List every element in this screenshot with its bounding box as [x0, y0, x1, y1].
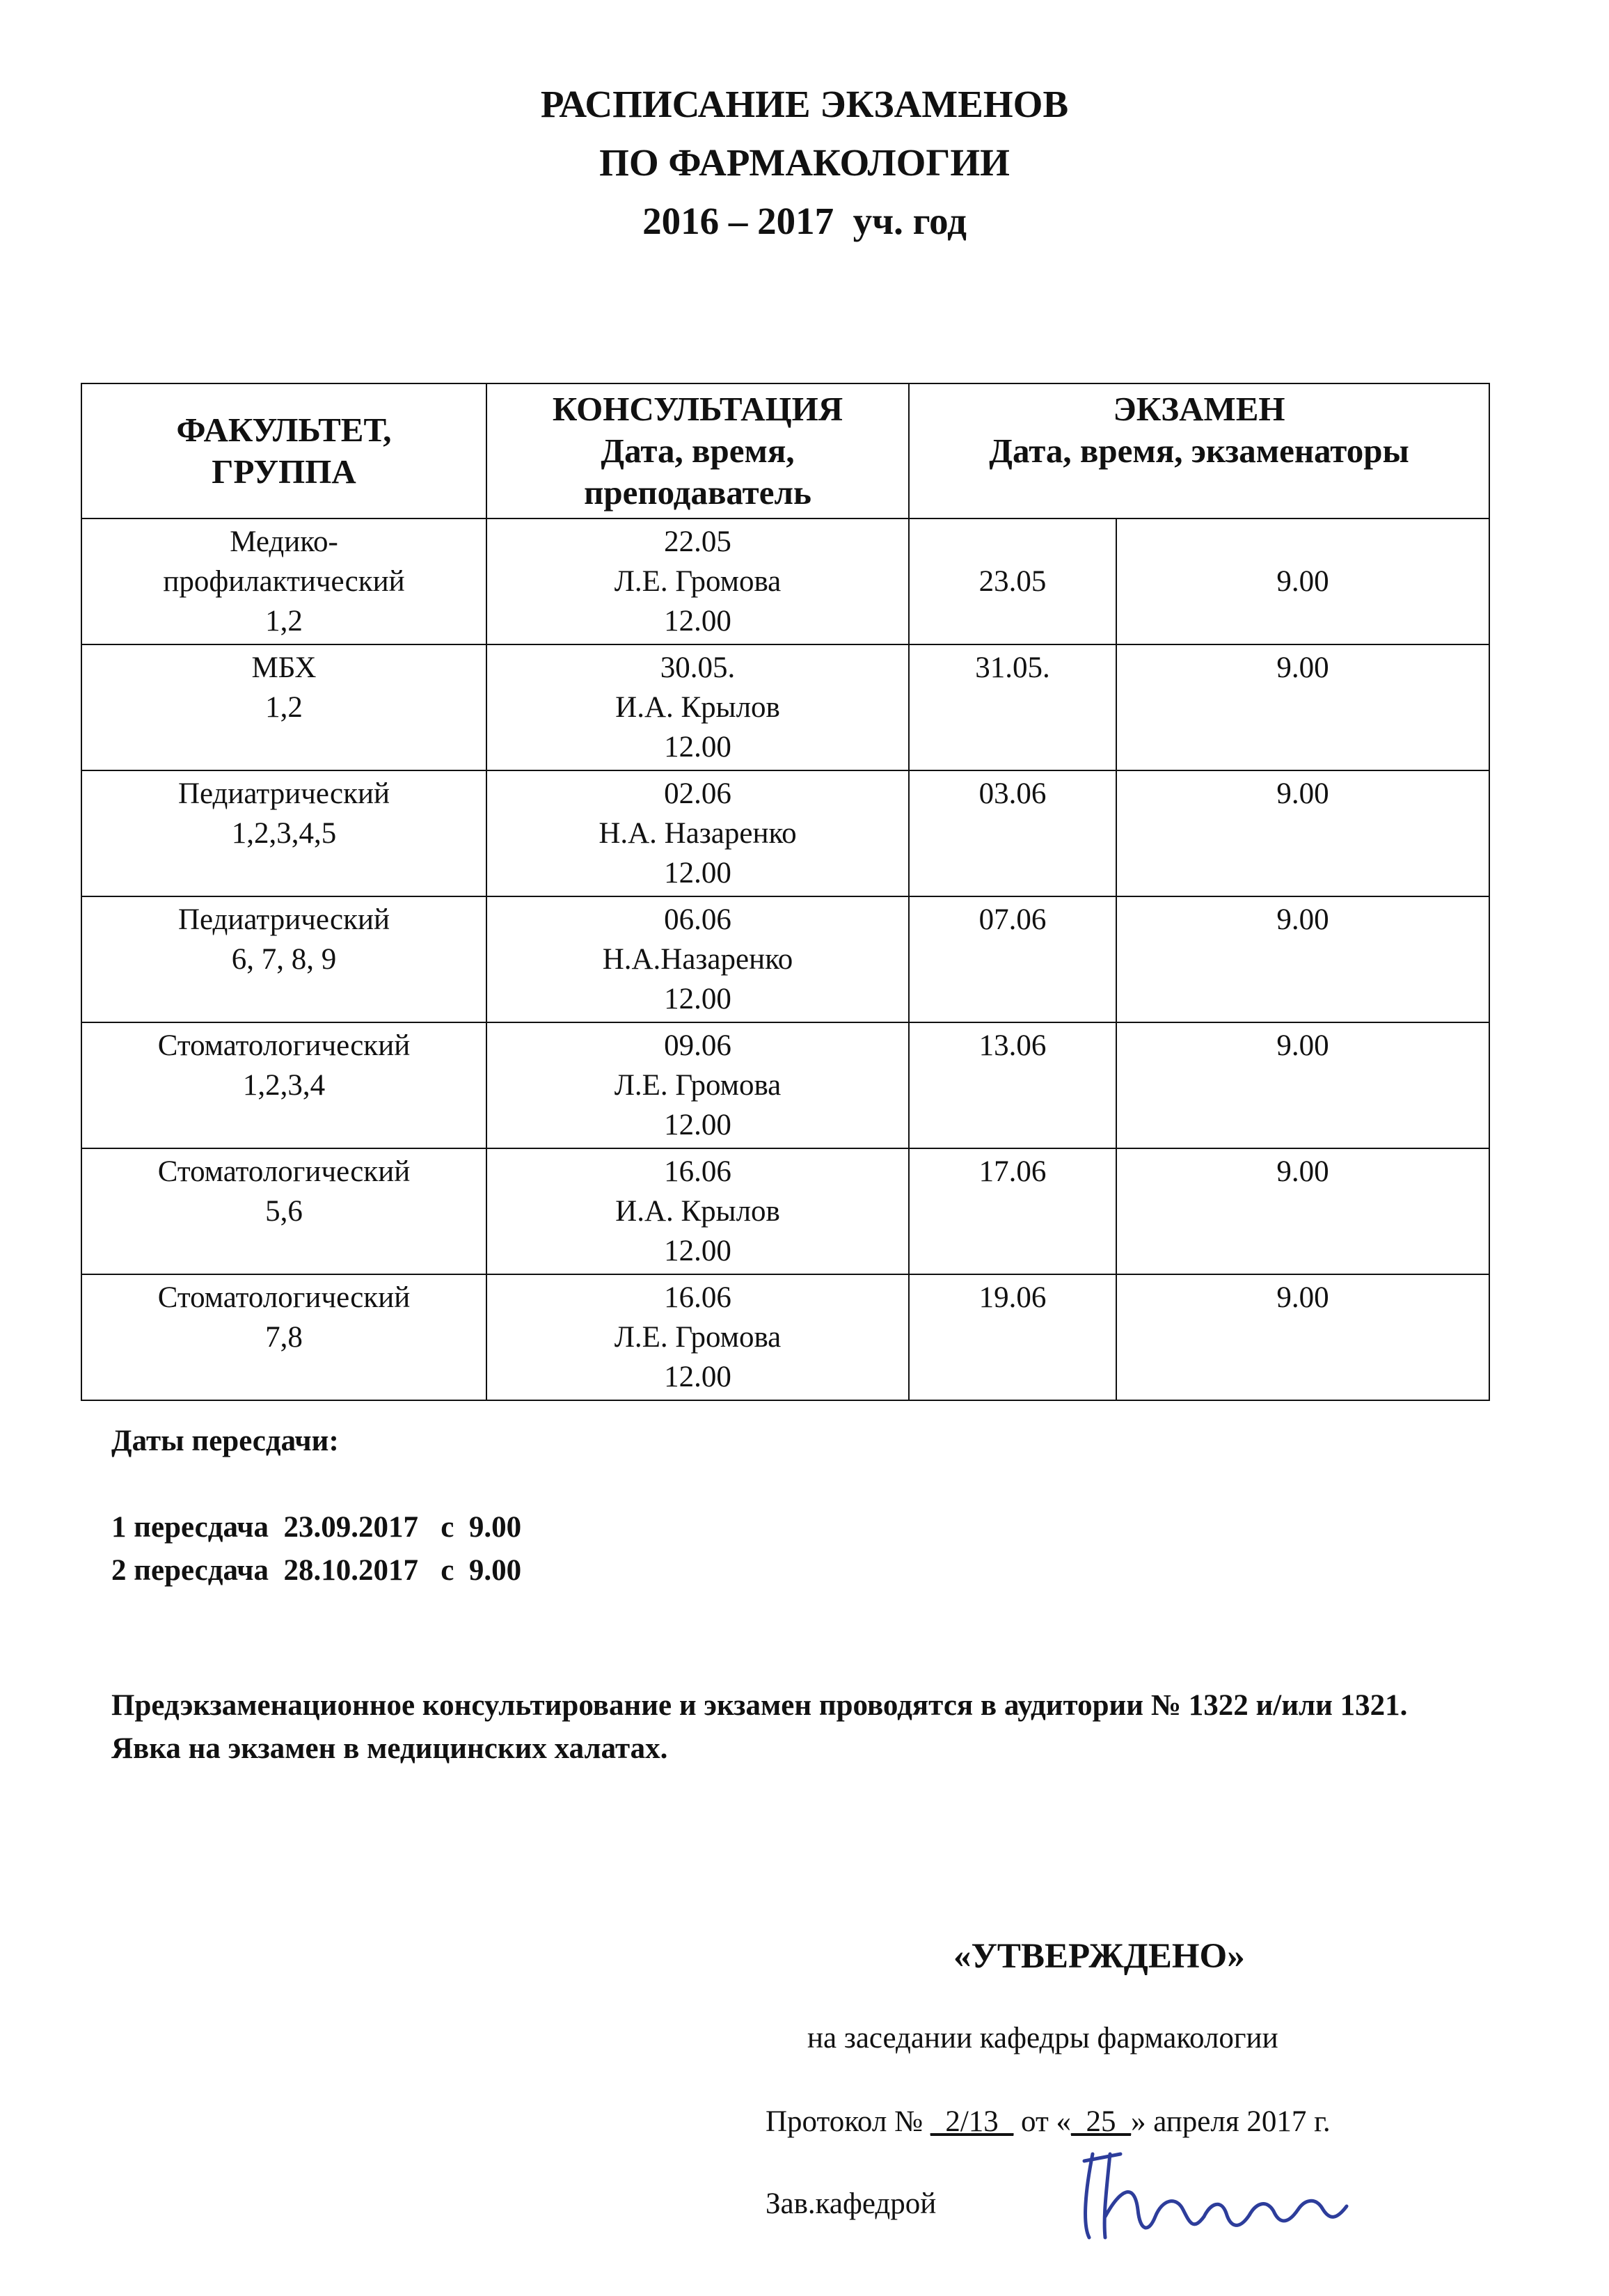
- protocol-mid: от «: [1013, 2105, 1072, 2138]
- approved-label: «УТВЕРЖДЕНО»: [953, 1937, 1245, 1976]
- protocol-number: _2/13_: [930, 2105, 1014, 2138]
- consultation-cell: 09.06 Л.Е. Громова 12.00: [486, 1022, 909, 1148]
- head-of-department-label: Зав.кафедрой: [766, 2187, 937, 2220]
- exam-date-cell: 23.05: [909, 518, 1116, 644]
- retake-second: 2 пересдача 28.10.2017 с 9.00: [111, 1554, 522, 1587]
- header-consultation: КОНСУЛЬТАЦИЯ Дата, время, преподаватель: [486, 383, 909, 518]
- consultation-cell: 30.05. И.А. Крылов 12.00: [486, 644, 909, 770]
- faculty-cell: Стоматологический 5,6: [81, 1148, 486, 1274]
- faculty-cell: Стоматологический 1,2,3,4: [81, 1022, 486, 1148]
- consultation-cell: 16.06 Л.Е. Громова 12.00: [486, 1274, 909, 1400]
- title-line-2: ПО ФАРМАКОЛОГИИ: [599, 141, 1010, 184]
- exam-date-cell: 07.06: [909, 896, 1116, 1022]
- protocol-prefix: Протокол №: [766, 2105, 930, 2138]
- protocol-suffix: » апреля 2017 г.: [1131, 2105, 1331, 2138]
- exam-time-cell: 9.00: [1116, 518, 1489, 644]
- retake-dates: [111, 1420, 521, 1592]
- protocol-day: _25_: [1071, 2105, 1132, 2138]
- faculty-cell: МБХ 1,2: [81, 644, 486, 770]
- exam-schedule-table: [81, 383, 1490, 1401]
- retake-heading: Даты пересдачи:: [111, 1425, 339, 1457]
- consultation-cell: 16.06 И.А. Крылов 12.00: [486, 1148, 909, 1274]
- exam-time-cell: 9.00: [1116, 1148, 1489, 1274]
- meeting-label: на заседании кафедры фармакологии: [807, 2022, 1278, 2054]
- header-faculty: ФАКУЛЬТЕТ, ГРУППА: [81, 383, 486, 518]
- table-header-row: [81, 383, 1489, 518]
- faculty-cell: Педиатрический 6, 7, 8, 9: [81, 896, 486, 1022]
- exam-date-cell: 31.05.: [909, 644, 1116, 770]
- exam-notes: [111, 1684, 1510, 1771]
- table-row: [81, 1274, 1489, 1400]
- table-row: [81, 1022, 1489, 1148]
- table-row: [81, 518, 1489, 644]
- exam-time-cell: 9.00: [1116, 1022, 1489, 1148]
- consultation-cell: 06.06 Н.А.Назаренко 12.00: [486, 896, 909, 1022]
- exam-time-cell: 9.00: [1116, 644, 1489, 770]
- faculty-cell: Педиатрический 1,2,3,4,5: [81, 770, 486, 896]
- title-line-1: РАСПИСАНИЕ ЭКЗАМЕНОВ: [540, 83, 1069, 125]
- consultation-cell: 22.05 Л.Е. Громова 12.00: [486, 518, 909, 644]
- coats-note: Явка на экзамен в медицинских халатах.: [111, 1732, 668, 1765]
- table-row: [81, 770, 1489, 896]
- exam-date-cell: 13.06: [909, 1022, 1116, 1148]
- exam-time-cell: 9.00: [1116, 1274, 1489, 1400]
- document-title: [0, 75, 1609, 251]
- retake-first: 1 пересдача 23.09.2017 с 9.00: [111, 1511, 522, 1544]
- table-row: [81, 896, 1489, 1022]
- faculty-cell: Стоматологический 7,8: [81, 1274, 486, 1400]
- rooms-note: Предэкзаменационное консультирование и экзамен проводятся в аудитории № 1322 и/или 1321.: [111, 1689, 1408, 1722]
- exam-time-cell: 9.00: [1116, 896, 1489, 1022]
- title-line-3: 2016 – 2017 уч. год: [642, 200, 967, 242]
- table-row: [81, 1148, 1489, 1274]
- faculty-cell: Медико- профилактический 1,2: [81, 518, 486, 644]
- header-exam: ЭКЗАМЕН Дата, время, экзаменаторы: [909, 383, 1489, 518]
- exam-date-cell: 19.06: [909, 1274, 1116, 1400]
- table-row: [81, 644, 1489, 770]
- table-body: [81, 518, 1489, 1400]
- exam-date-cell: 03.06: [909, 770, 1116, 896]
- consultation-cell: 02.06 Н.А. Назаренко 12.00: [486, 770, 909, 896]
- exam-time-cell: 9.00: [1116, 770, 1489, 896]
- exam-date-cell: 17.06: [909, 1148, 1116, 1274]
- signature-image: [1072, 2133, 1364, 2251]
